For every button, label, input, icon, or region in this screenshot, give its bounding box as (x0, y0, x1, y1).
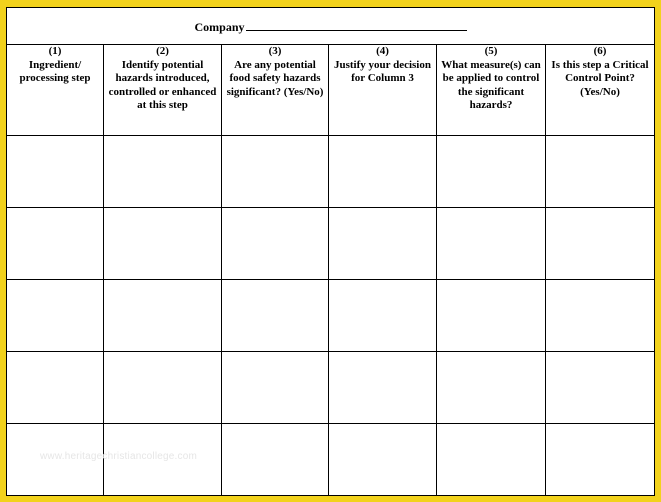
column-label: Are any potential food safety hazards significant? (Yes/No) (226, 58, 324, 98)
column-header-2 (104, 45, 222, 136)
column-label: Is this step a Critical Control Point? (Yes/No) (551, 58, 649, 98)
table-cell[interactable] (7, 352, 104, 424)
table-cell[interactable] (222, 208, 329, 280)
haccp-worksheet (6, 7, 654, 495)
table-cell[interactable] (222, 280, 329, 352)
table-cell[interactable] (7, 208, 104, 280)
column-header-6 (546, 45, 655, 136)
column-number: (2) (156, 45, 169, 57)
column-number: (3) (268, 45, 282, 57)
column-header-1 (7, 45, 104, 136)
column-header-4 (329, 45, 437, 136)
company-name-blank[interactable] (246, 18, 467, 31)
table-cell[interactable] (437, 280, 546, 352)
table-cell[interactable] (104, 208, 222, 280)
table-cell[interactable] (329, 352, 437, 424)
column-header-5 (437, 45, 546, 136)
column-label: Identify potential hazards introduced, controlled or enhanced at this step (108, 58, 217, 112)
column-header-row (7, 45, 655, 136)
table-cell[interactable] (437, 136, 546, 208)
table-cell[interactable] (546, 424, 655, 496)
table-cell[interactable] (222, 136, 329, 208)
table-cell[interactable] (222, 424, 329, 496)
table-cell[interactable] (437, 424, 546, 496)
column-label: What measure(s) can be applied to control the significant hazards? (441, 58, 541, 112)
column-number: (6) (593, 45, 607, 57)
table-cell[interactable] (546, 208, 655, 280)
column-label: Ingredient/ processing step (19, 58, 91, 85)
title-row (7, 8, 655, 45)
table-cell[interactable] (104, 352, 222, 424)
table-cell[interactable] (437, 208, 546, 280)
table-cell[interactable] (329, 424, 437, 496)
table-cell[interactable] (329, 208, 437, 280)
table-cell[interactable] (546, 352, 655, 424)
column-number: (4) (376, 45, 389, 57)
table-row (7, 280, 655, 352)
company-title-cell (7, 8, 655, 45)
watermark-text: www.heritagechristiancollege.com (40, 451, 198, 462)
company-label: Company (194, 19, 245, 34)
table-cell[interactable] (546, 136, 655, 208)
column-number: (5) (484, 45, 498, 57)
table-cell[interactable] (222, 352, 329, 424)
table-cell[interactable] (7, 280, 104, 352)
table-cell[interactable] (104, 280, 222, 352)
table-cell[interactable] (7, 136, 104, 208)
table-row (7, 352, 655, 424)
table-body (7, 136, 655, 496)
table-cell[interactable] (329, 136, 437, 208)
table-cell[interactable] (437, 352, 546, 424)
hazard-analysis-table (6, 7, 655, 496)
table-cell[interactable] (329, 280, 437, 352)
table-row (7, 136, 655, 208)
table-row (7, 208, 655, 280)
column-number: (1) (48, 45, 62, 57)
column-label: Justify your decision for Column 3 (334, 58, 431, 85)
table-cell[interactable] (104, 136, 222, 208)
column-header-3 (222, 45, 329, 136)
table-cell[interactable] (546, 280, 655, 352)
